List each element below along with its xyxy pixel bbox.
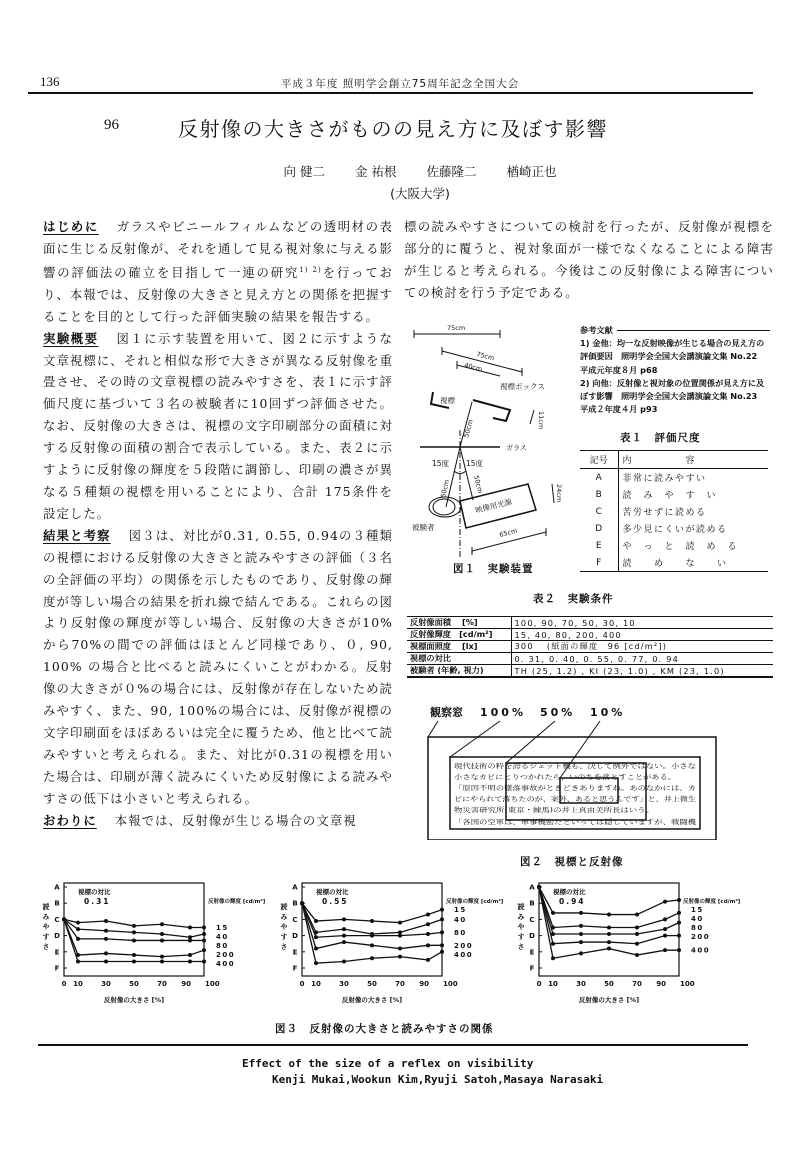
data-point — [370, 943, 374, 947]
references — [580, 324, 770, 416]
figure3-chart-031 — [40, 875, 275, 1010]
data-point — [76, 960, 80, 964]
data-point — [635, 926, 639, 930]
y-tick-label: C — [292, 915, 298, 924]
data-point — [188, 926, 192, 930]
author: 向 健二 — [283, 164, 325, 179]
data-point — [314, 935, 318, 939]
data-point — [314, 961, 318, 965]
data-point — [300, 901, 304, 905]
y-tick-label: E — [54, 948, 60, 957]
cell: 多少見にくいが読める — [622, 525, 728, 535]
legend-entry: 400 — [216, 960, 236, 968]
legend-entry: 400 — [691, 946, 711, 955]
english-title: Effect of the size of a reflex on visibility — [242, 1057, 534, 1070]
window-label: 観察窓 — [430, 706, 463, 719]
data-point — [579, 940, 583, 944]
data-point — [663, 934, 667, 938]
data-point — [607, 913, 611, 917]
figure1-apparatus-diagram — [400, 320, 580, 565]
data-point — [370, 934, 374, 938]
dim-label: 40cm — [463, 361, 484, 374]
y-tick-label: E — [292, 948, 298, 957]
data-point — [607, 940, 611, 944]
table-row — [407, 629, 773, 641]
data-point — [104, 919, 108, 923]
x-tick-label: 100 — [680, 980, 695, 988]
data-point — [551, 942, 555, 946]
dim-label: 50cm — [472, 474, 485, 495]
footer-rule — [38, 1044, 748, 1046]
y-tick-label: C — [54, 915, 60, 924]
figure3-chart-094 — [515, 875, 775, 1010]
data-point — [440, 908, 444, 912]
cell: 視標の対比 — [407, 653, 511, 665]
angle-label: 15度 — [432, 459, 450, 468]
header-rule — [28, 92, 753, 94]
cell: D — [580, 520, 618, 537]
x-tick-label: 0 — [61, 980, 67, 988]
y-tick-label: B — [54, 899, 60, 908]
x-tick-label: 70 — [632, 980, 642, 988]
dim-label: 50cm — [439, 478, 452, 499]
data-point — [663, 948, 667, 952]
conference-header: 平成３年度 照明学会創立75周年記念全国大会 — [280, 78, 520, 90]
y-tick-label: F — [292, 964, 298, 973]
cell: 苦労せずに読める — [622, 508, 707, 518]
figure1-caption: 図１ 実験装置 — [453, 563, 534, 575]
cell: 100, 90, 70, 50, 30, 10 — [511, 617, 773, 629]
legend-title: 反射像の輝度 [cd/m²] — [446, 899, 504, 905]
data-point — [132, 960, 136, 964]
sample-text — [454, 761, 697, 826]
y-tick-label: B — [529, 899, 535, 908]
table1-rating-scale — [580, 450, 768, 572]
data-point — [104, 937, 108, 941]
data-point — [579, 911, 583, 915]
data-point — [579, 932, 583, 936]
data-point — [202, 926, 206, 930]
cell: 300 (紙面の輝度 96 [cd/m²]) — [511, 641, 773, 653]
legend-entry: 400 — [454, 950, 474, 959]
legend-title: 反射像の輝度 [cd/m²] — [208, 899, 266, 905]
section-text: 標の読みやすさについての検討を行ったが、反射像が視標を部分的に覆うと、視対象面が一様でなくなることによる障害が生じると考えられる。今後はこの反射像による障害についての検討を行う予定である。 — [404, 219, 774, 300]
y-tick-label: A — [54, 883, 60, 892]
legend-entry: 40 — [454, 915, 467, 924]
table-row — [580, 537, 768, 554]
references-title: 参考文献 — [580, 324, 770, 337]
data-point — [426, 913, 430, 917]
x-tick-label: 10 — [548, 980, 558, 988]
section-text: ガラスやビニールフィルムなどの透明材の表面に生じる反射像が、それを通して見る視対象に与える影響の評価法の確立を目指して一連の研究 — [43, 219, 393, 280]
citation: 1) 2) — [299, 265, 322, 274]
table-row — [580, 486, 768, 503]
data-point — [342, 940, 346, 944]
author: 楢崎正也 — [506, 164, 557, 179]
x-tick-label: 0 — [536, 980, 542, 988]
light-source-label: 映像用光源 — [474, 497, 513, 515]
series-line-40 — [302, 903, 442, 934]
data-point — [160, 955, 164, 959]
y-tick-label: B — [292, 899, 298, 908]
table-row — [580, 503, 768, 520]
sample-line: 「原因不明の墜落事故がときどきありますね。あのなかには、カ — [454, 784, 643, 792]
x-tick-label: 50 — [604, 980, 614, 988]
cell: 被験者 (年齢, 視力) — [407, 665, 511, 678]
cell: A — [580, 469, 618, 487]
size-label: 100% — [480, 706, 526, 719]
cell: 反射像面積 [%] — [407, 617, 511, 629]
legend-entry: 15 — [454, 906, 467, 915]
data-point — [551, 956, 555, 960]
x-tick-label: 90 — [419, 980, 429, 988]
y-axis-label: 読みやすさ — [42, 903, 50, 953]
affiliation: (大阪大学) — [390, 186, 450, 201]
size-label: 10% — [590, 706, 626, 719]
section-method — [43, 328, 393, 525]
data-point — [663, 917, 667, 921]
sample-line: ビにやられて落ちたのが、案外、あると思うんです」と、井上微生 — [454, 795, 649, 803]
dim-label: 65cm — [498, 526, 519, 539]
data-point — [663, 900, 667, 904]
body-column-right — [404, 216, 774, 304]
data-point — [607, 932, 611, 936]
x-axis-label: 反射像の大きさ [%] — [341, 996, 403, 1004]
table-row — [407, 641, 773, 653]
data-point — [398, 955, 402, 959]
y-tick-label: A — [529, 883, 535, 892]
chart-title: 視標の対比 — [316, 888, 349, 896]
legend-entry: 200 — [454, 941, 474, 950]
subject-label: 被験者 — [412, 523, 435, 532]
table2-caption: 表２ 実験条件 — [533, 593, 614, 605]
data-point — [635, 942, 639, 946]
figure2-caption: 図２ 視標と反射像 — [520, 856, 624, 868]
section-text: 図３は、対比が0.31, 0.55, 0.94の３種類の視標における反射像の大きさと読みやすさの評価（３名の全評価の平均）の関係を示したものであり、反射像の輝度が等しい場合の結果を折れ線で結んである。これらの図より反射像の輝度が等しい場合、反射像の大きさが10%から70%の間での評価はほとんど同様であり、０, 90, 100% の場合と比べると読みにくいことがわかる。反射像の大きさが０%の場合には、反射像が存在しないため読みやすく、また、90, 100%の場合には、反射像が視標の文字印刷面をほぼあるいは完全に覆うため、他と比べて読みやすいと考えられる。また、対比が0.31の視標を用いた場合は、印刷が薄く読みにくいため反射像による読みやすさの低下は小さいと考えられる。 — [43, 527, 393, 806]
table1-caption: 表１ 評価尺度 — [620, 432, 701, 444]
chart-title-value: 0.55 — [322, 897, 349, 906]
table2-conditions — [407, 616, 773, 678]
data-point — [426, 922, 430, 926]
data-point — [607, 926, 611, 930]
body-column-left — [43, 216, 393, 832]
table-row — [407, 617, 773, 629]
reference-item: 1) 金他：均一な反射映像が生じる場合の見え方の評価要因 照明学会全国大会講演論文集 No.22 平成元年度８月 p68 — [580, 338, 766, 375]
cell: 0. 31, 0. 40, 0. 55, 0. 77, 0. 94 — [511, 653, 773, 665]
reference-item: 2) 向他：反射像と視対象の位置関係が見え方に及ぼす影響 照明学会全国大会講演論文集 No.23 平成２年度４月 p93 — [580, 377, 766, 415]
author-list — [0, 162, 785, 180]
y-tick-label: D — [54, 932, 60, 941]
data-point — [132, 953, 136, 957]
target-label: 視標 — [440, 396, 455, 405]
dim-label: 75cm — [475, 350, 496, 363]
data-point — [342, 934, 346, 938]
data-point — [579, 924, 583, 928]
cell: 読 め な い — [622, 559, 728, 569]
data-point — [132, 924, 136, 928]
data-point — [635, 953, 639, 957]
dim-label: 50cm — [462, 418, 475, 439]
cell: 読 み や す い — [622, 491, 718, 501]
y-tick-label: E — [529, 948, 535, 957]
legend-entry: 80 — [454, 928, 467, 937]
cell: や っ と 読 め る — [622, 542, 739, 552]
data-point — [160, 938, 164, 942]
section-heading: はじめに — [43, 219, 99, 234]
data-point — [677, 898, 681, 902]
data-point — [398, 934, 402, 938]
cell: 15, 40, 80, 200, 400 — [511, 629, 773, 641]
chart-title-value: 0.31 — [84, 897, 111, 906]
subject-head — [429, 497, 461, 517]
data-point — [62, 917, 66, 921]
y-axis-label: 読みやすさ — [517, 903, 525, 953]
cell: TH (25, 1.2) , KI (23, 1.0) , KM (23, 1.0) — [511, 665, 773, 678]
x-axis-label: 反射像の大きさ [%] — [103, 996, 165, 1004]
data-point — [440, 943, 444, 947]
dim-label: 11cm — [537, 411, 545, 430]
x-tick-label: 90 — [656, 980, 666, 988]
paper-number: 96 — [104, 117, 119, 133]
section-conclusion — [43, 810, 393, 832]
legend-entry: 200 — [691, 933, 711, 941]
data-point — [188, 953, 192, 957]
y-tick-label: D — [292, 932, 298, 941]
table-row — [407, 653, 773, 665]
x-tick-label: 70 — [157, 980, 167, 988]
section-text: を行っており、本報では、反射像の大きさと見え方との関係を把握することを目的として行った評価実験の結果を報告する。 — [43, 264, 393, 324]
y-axis-label: 読みやすさ — [280, 903, 288, 953]
cell: F — [580, 554, 618, 572]
chart-title-value: 0.94 — [559, 897, 586, 906]
sample-line: 物災害研究所(東京・練馬)の井上真由美所長はいう。 — [454, 806, 609, 814]
section-text: 本報では、反射像が生じる場合の文章視 — [114, 812, 357, 828]
section-text: 図１に示す装置を用いて、図２に示すような文章視標に、それと相似な形で大きさが異なる反射像を重畳させ、その時の文章視標の読みやすさを、表１に示す評価尺度に基づいて３名の被験者に10回ずつ評価させた。なお、反射像の大きさは、視標の文字印刷部分の面積に対する反射像の面積の割合で表示している。また、表２に示すように反射像の輝度を５段階に調節し、印刷の濃さが異なる５種類の視標を用いることにより、合計 175条件を設定した。 — [43, 330, 393, 521]
y-tick-label: F — [54, 964, 60, 973]
section-intro — [43, 216, 393, 328]
x-tick-label: 10 — [311, 980, 321, 988]
x-tick-label: 100 — [205, 980, 220, 988]
data-point — [677, 921, 681, 925]
legend-entry: 15 — [216, 924, 229, 932]
section-heading: 結果と考察 — [43, 527, 111, 543]
data-point — [160, 960, 164, 964]
x-axis-label: 反射像の大きさ [%] — [578, 996, 640, 1004]
y-tick-label: F — [529, 964, 535, 973]
glass-label: ガラス — [506, 444, 527, 452]
cell: B — [580, 486, 618, 503]
x-tick-label: 50 — [367, 980, 377, 988]
figure3-caption: 図３ 反射像の大きさと読みやすさの関係 — [275, 1023, 494, 1035]
data-point — [677, 911, 681, 915]
x-tick-label: 0 — [299, 980, 305, 988]
legend-entry: 80 — [691, 924, 704, 932]
author: 佐藤隆二 — [426, 164, 477, 179]
x-tick-label: 10 — [73, 980, 83, 988]
data-point — [440, 917, 444, 921]
data-point — [342, 927, 346, 931]
cell: 非常に読みやすい — [622, 474, 707, 484]
cell: 視標面照度 [lx] — [407, 641, 511, 653]
data-point — [202, 960, 206, 964]
data-point — [579, 951, 583, 955]
data-point — [76, 927, 80, 931]
data-point — [551, 911, 555, 915]
cell: 反射像輝度 [cd/m²] — [407, 629, 511, 641]
section-heading: おわりに — [43, 812, 97, 828]
english-authors: Kenji Mukai,Wookun Kim,Ryuji Satoh,Masaya Narasaki — [272, 1073, 604, 1086]
data-point — [663, 927, 667, 931]
chart-title: 視標の対比 — [78, 888, 111, 896]
legend-entry: 40 — [691, 915, 704, 923]
table-row — [580, 520, 768, 537]
y-tick-label: A — [292, 883, 298, 892]
data-point — [426, 958, 430, 962]
section-results — [43, 525, 393, 810]
column-header: 記号 — [580, 451, 618, 469]
x-tick-label: 90 — [181, 980, 191, 988]
page-number: 136 — [40, 74, 60, 89]
data-point — [635, 932, 639, 936]
data-point — [76, 937, 80, 941]
data-point — [677, 934, 681, 938]
data-point — [370, 919, 374, 923]
data-point — [314, 947, 318, 951]
table-row — [580, 469, 768, 487]
data-point — [104, 960, 108, 964]
table-row — [580, 554, 768, 572]
data-point — [132, 938, 136, 942]
data-point — [160, 932, 164, 936]
figure3-chart-055 — [278, 875, 513, 1010]
data-point — [635, 913, 639, 917]
data-point — [104, 951, 108, 955]
x-tick-label: 70 — [395, 980, 405, 988]
x-tick-label: 30 — [339, 980, 349, 988]
dim-label: 24cm — [555, 484, 563, 503]
chart-title: 視標の対比 — [553, 888, 586, 896]
legend-title: 反射像の輝度 [cd/m²] — [683, 899, 741, 905]
data-point — [426, 932, 430, 936]
author: 金 祐根 — [354, 164, 397, 179]
data-point — [398, 947, 402, 951]
data-point — [607, 947, 611, 951]
x-tick-label: 30 — [576, 980, 586, 988]
data-point — [76, 921, 80, 925]
data-point — [537, 885, 541, 889]
size-label: 50% — [540, 706, 576, 719]
legend-entry: 80 — [216, 942, 229, 950]
data-point — [426, 943, 430, 947]
data-point — [160, 922, 164, 926]
data-point — [202, 948, 206, 952]
data-point — [440, 930, 444, 934]
dim-label: 75cm — [447, 324, 466, 332]
x-tick-label: 100 — [443, 980, 458, 988]
section-heading: 実験概要 — [43, 330, 99, 346]
data-point — [440, 950, 444, 954]
data-point — [370, 956, 374, 960]
target-box-label: 視標ボックス — [500, 382, 545, 391]
y-tick-label: C — [529, 915, 535, 924]
data-point — [202, 932, 206, 936]
data-point — [342, 960, 346, 964]
data-point — [202, 938, 206, 942]
table-header-row — [580, 451, 768, 469]
y-tick-label: D — [529, 932, 535, 941]
data-point — [188, 938, 192, 942]
x-tick-label: 50 — [129, 980, 139, 988]
cell: C — [580, 503, 618, 520]
legend-entry: 200 — [216, 951, 236, 959]
paper-title: 反射像の大きさがものの見え方に及ぼす影響 — [178, 117, 608, 141]
data-point — [342, 917, 346, 921]
data-point — [314, 919, 318, 923]
cell: E — [580, 537, 618, 554]
sample-line: 小さなカビにとりつかれたら、いのちを落とすことがある。 — [454, 773, 630, 781]
sample-line: 現代技術の粋を誇るジェット機も、決して例外ではない。小さな — [454, 762, 643, 770]
data-point — [132, 930, 136, 934]
data-point — [188, 960, 192, 964]
data-point — [677, 948, 681, 952]
x-tick-label: 30 — [101, 980, 111, 988]
legend-entry: 15 — [691, 906, 704, 914]
table-row — [407, 665, 773, 678]
figure2-target-diagram — [420, 700, 760, 840]
column-header: 内 容 — [622, 456, 697, 466]
data-point — [398, 921, 402, 925]
data-point — [104, 929, 108, 933]
legend-entry: 40 — [216, 933, 229, 941]
sample-line: 「各国の空軍は、軍事機密だといっては隠していますが、戦闘機 — [454, 818, 643, 826]
angle-label: 15度 — [466, 459, 484, 468]
